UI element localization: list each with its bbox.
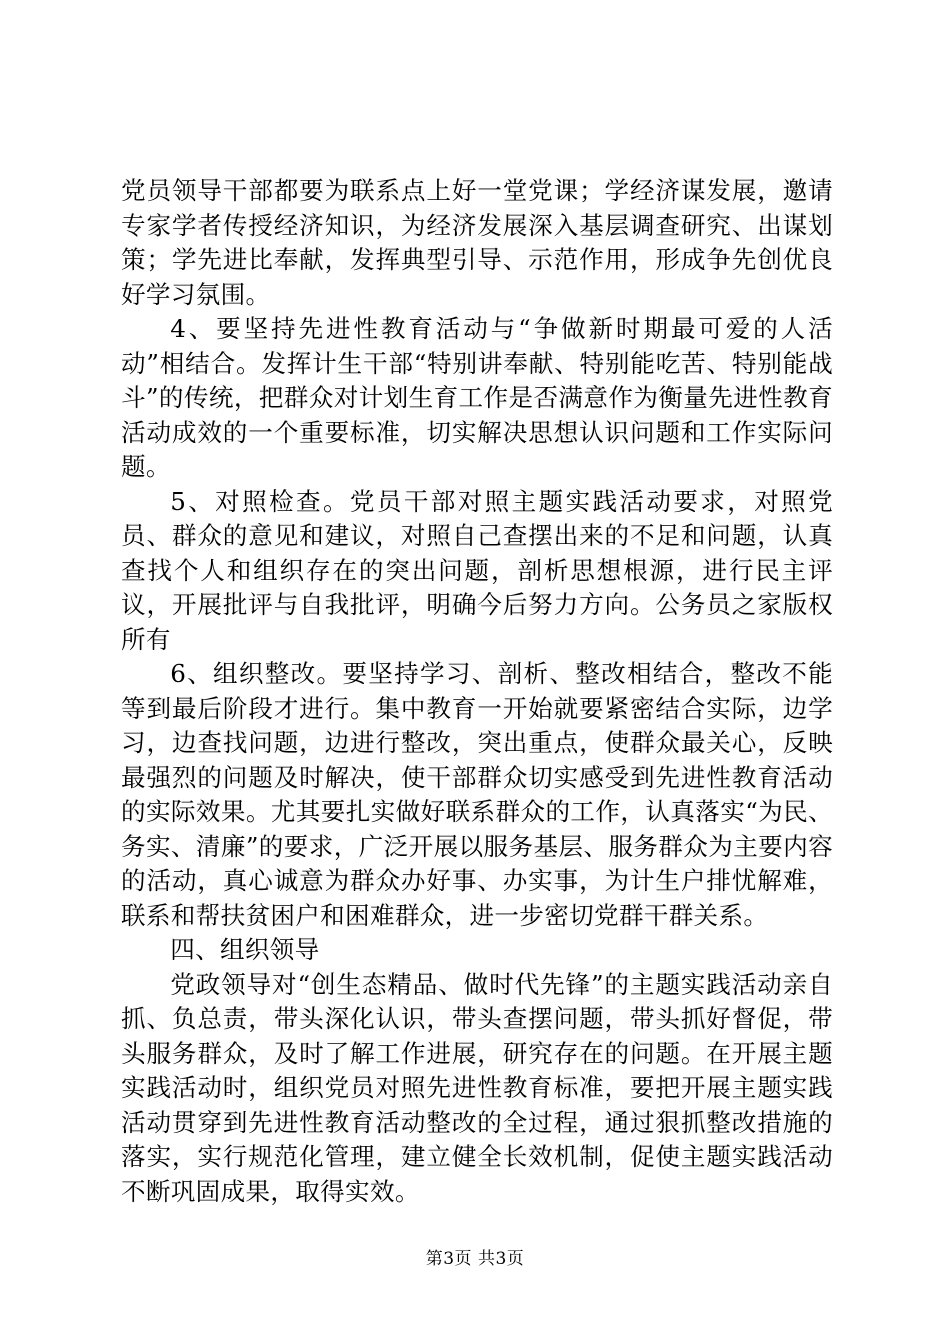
document-body bbox=[121, 174, 833, 1209]
section-heading-leadership: 四、组织领导 bbox=[170, 935, 320, 964]
paragraph-item-5: 5、对照检查。党员干部对照主题实践活动要求，对照党员、群众的意见和建议，对照自己查摆出来的不足和问题，认真查找个人和组织存在的突出问题，剖析思想根源，进行民主评议，开展批评与自我批评，明确今后努力方向。公务员之家版权所有 bbox=[121, 486, 833, 654]
paragraph-party-lesson: 党员领导干部都要为联系点上好一堂党课；学经济谋发展，邀请专家学者传授经济知识，为经济发展深入基层调查研究、出谋划策；学先进比奉献，发挥典型引导、示范作用，形成争先创优良好学习氛围。 bbox=[121, 176, 833, 309]
paragraph-item-6: 6、组织整改。要坚持学习、剖析、整改相结合，整改不能等到最后阶段才进行。集中教育一开始就要紧密结合实际，边学习，边查找问题，边进行整改，突出重点，使群众最关心，反映最强烈的问题及时解决，使干部群众切实感受到先进性教育活动的实际效果。尤其要扎实做好联系群众的工作，认真落实“为民、务实、清廉”的要求，广泛开展以服务基层、服务群众为主要内容的活动，真心诚意为群众办好事、办实事，为计生户排忧解难，联系和帮扶贫困户和困难群众，进一步密切党群干群关系。 bbox=[121, 659, 833, 930]
paragraph-item-4: 4、要坚持先进性教育活动与“争做新时期最可爱的人活动”相结合。发挥计生干部“特别讲奉献、特别能吃苦、特别能战斗”的传统，把群众对计划生育工作是否满意作为衡量先进性教育活动成效的一个重要标准，切实解决思想认识问题和工作实际问题。 bbox=[121, 314, 833, 481]
page-footer: 第3页 共3页 bbox=[425, 1249, 525, 1269]
paragraph-leadership: 党政领导对“创生态精品、做时代先锋”的主题实践活动亲自抓、负总责，带头深化认识，带头查摆问题，带头抓好督促，带头服务群众，及时了解工作进展，研究存在的问题。在开展主题实践活动时，组织党员对照先进性教育标准，要把开展主题实践活动贯穿到先进性教育活动整改的全过程，通过狠抓整改措施的落实，实行规范化管理，建立健全长效机制，促使主题实践活动不断巩固成果，取得实效。 bbox=[121, 969, 833, 1206]
